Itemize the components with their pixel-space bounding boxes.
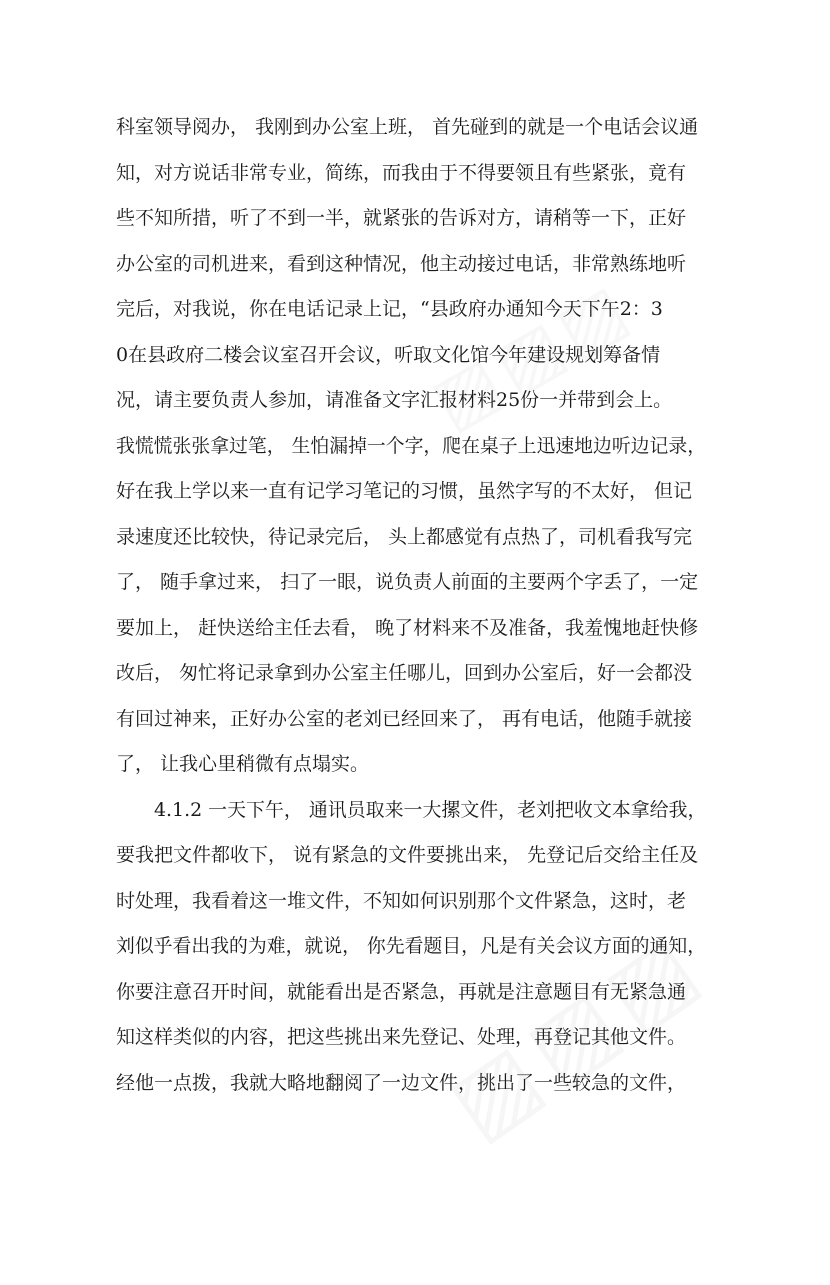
- text-line: 经他一点拨，我就大略地翻阅了一边文件，挑出了一些较急的文件，: [116, 1071, 687, 1094]
- text-line: 刘似乎看出我的为难，就说， 你先看题目，凡是有关会议方面的通知，: [116, 935, 707, 957]
- text-line: 我慌慌张张拿过笔， 生怕漏掉一个字，爬在桌子上迅速地边听边记录，: [116, 434, 707, 457]
- text-line: 要加上， 赶快送给主任去看， 晚了材料来不及准备，我羞愧地赶快修: [116, 616, 699, 639]
- text-line: 好在我上学以来一直有记学习笔记的习惯，虽然字写的不太好， 但记: [116, 480, 693, 502]
- text-line: 改后， 匆忙将记录拿到办公室主任哪儿，回到办公室后，好一会都没: [116, 662, 693, 684]
- text-line: 了， 随手拿过来， 扫了一眼，说负责人前面的主要两个字丢了，一定: [116, 571, 699, 593]
- text-line: 录速度还比较快，待记录完后， 头上都感觉有点热了，司机看我写完: [116, 525, 693, 548]
- text-line: 你要注意召开时间，就能看出是否紧急，再就是注意题目有无紧急通: [116, 980, 687, 1003]
- section-heading-line: 4.1.2 一天下午， 通讯员取来一大摞文件，老刘把收文本拿给我，: [154, 798, 707, 821]
- text-line: 知这样类似的内容，把这些挑出来先登记、处理，再登记其他文件。: [116, 1026, 687, 1048]
- document-body: [116, 105, 706, 1106]
- text-line: 了， 让我心里稍微有点塌实。: [116, 753, 370, 775]
- text-line: 办公室的司机进来，看到这种情况，他主动接过电话，非常熟练地听: [116, 252, 687, 275]
- text-line: 要我把文件都收下， 说有紧急的文件要挑出来， 先登记后交给主任及: [116, 844, 699, 866]
- text-line: 科室领导阅办， 我刚到办公室上班， 首先碰到的就是一个电话会议通: [116, 116, 699, 138]
- text-line: 况，请主要负责人参加，请准备文字汇报材料25份一并带到会上。: [116, 389, 673, 411]
- text-line: 知，对方说话非常专业，简练，而我由于不得要领且有些紧张，竟有: [116, 161, 687, 184]
- text-line: 有回过神来，正好办公室的老刘已经回来了， 再有电话，他随手就接: [116, 707, 693, 730]
- text-line: 0在县政府二楼会议室召开会议，听取文化馆今年建设规划筹备情: [116, 343, 661, 366]
- text-line: 些不知所措，听了不到一半，就紧张的告诉对方，请稍等一下，正好: [116, 207, 687, 229]
- text-line: 完后，对我说，你在电话记录上记，“县政府办通知今天下午2：3: [116, 298, 663, 320]
- text-line: 时处理，我看着这一堆文件，不知如何识别那个文件紧急，这时，老: [116, 889, 687, 912]
